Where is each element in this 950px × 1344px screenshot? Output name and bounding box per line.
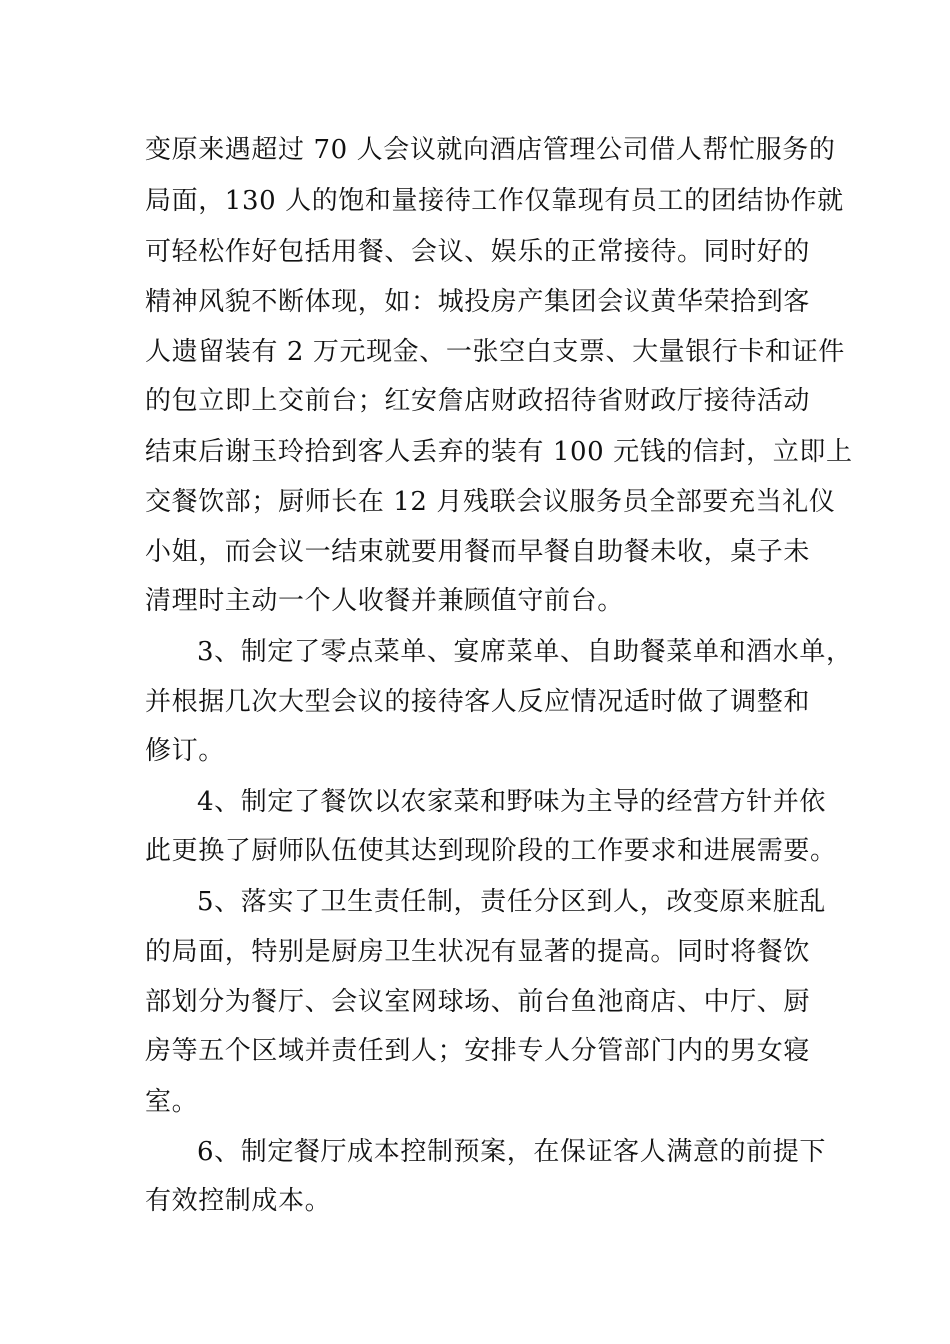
text-line: 的局面，特别是厨房卫生状况有显著的提高。同时将餐饮 xyxy=(145,937,811,967)
text-line: 局面，130 人的饱和量接待工作仅靠现有员工的团结协作就 xyxy=(145,186,844,216)
paragraph-5-first-line: 5、落实了卫生责任制，责任分区到人，改变原来脏乱 xyxy=(197,887,826,917)
text-line: 精神风貌不断体现，如：城投房产集团会议黄华荣拾到客 xyxy=(145,287,811,317)
text-line: 室。 xyxy=(145,1087,199,1117)
text-line: 房等五个区域并责任到人；安排专人分管部门内的男女寝 xyxy=(145,1036,811,1066)
text-line: 修订。 xyxy=(145,736,225,766)
paragraph-4-first-line: 4、制定了餐饮以农家菜和野味为主导的经营方针并依 xyxy=(197,787,826,817)
text-line: 的包立即上交前台；红安詹店财政招待省财政厅接待活动 xyxy=(145,386,811,416)
paragraph-3-first-line: 3、制定了零点菜单、宴席菜单、自助餐菜单和酒水单， xyxy=(197,637,853,667)
text-line: 清理时主动一个人收餐并兼顾值守前台。 xyxy=(145,586,624,616)
text-line: 交餐饮部；厨师长在 12 月残联会议服务员全部要充当礼仪 xyxy=(145,487,836,517)
text-line: 可轻松作好包括用餐、会议、娱乐的正常接待。同时好的 xyxy=(145,237,811,267)
text-line: 部划分为餐厅、会议室网球场、前台鱼池商店、中厅、厨 xyxy=(145,987,811,1017)
paragraph-6-first-line: 6、制定餐厅成本控制预案，在保证客人满意的前提下 xyxy=(197,1137,826,1167)
text-line: 变原来遇超过 70 人会议就向酒店管理公司借人帮忙服务的 xyxy=(145,135,836,165)
text-line: 有效控制成本。 xyxy=(145,1186,332,1216)
text-line: 结束后谢玉玲拾到客人丢弃的装有 100 元钱的信封，立即上 xyxy=(145,437,853,467)
text-line: 小姐，而会议一结束就要用餐而早餐自助餐未收，桌子未 xyxy=(145,537,811,567)
text-line: 此更换了厨师队伍使其达到现阶段的工作要求和进展需要。 xyxy=(145,836,837,866)
text-line: 并根据几次大型会议的接待客人反应情况适时做了调整和 xyxy=(145,687,811,717)
text-line: 人遗留装有 2 万元现金、一张空白支票、大量银行卡和证件 xyxy=(145,337,845,367)
